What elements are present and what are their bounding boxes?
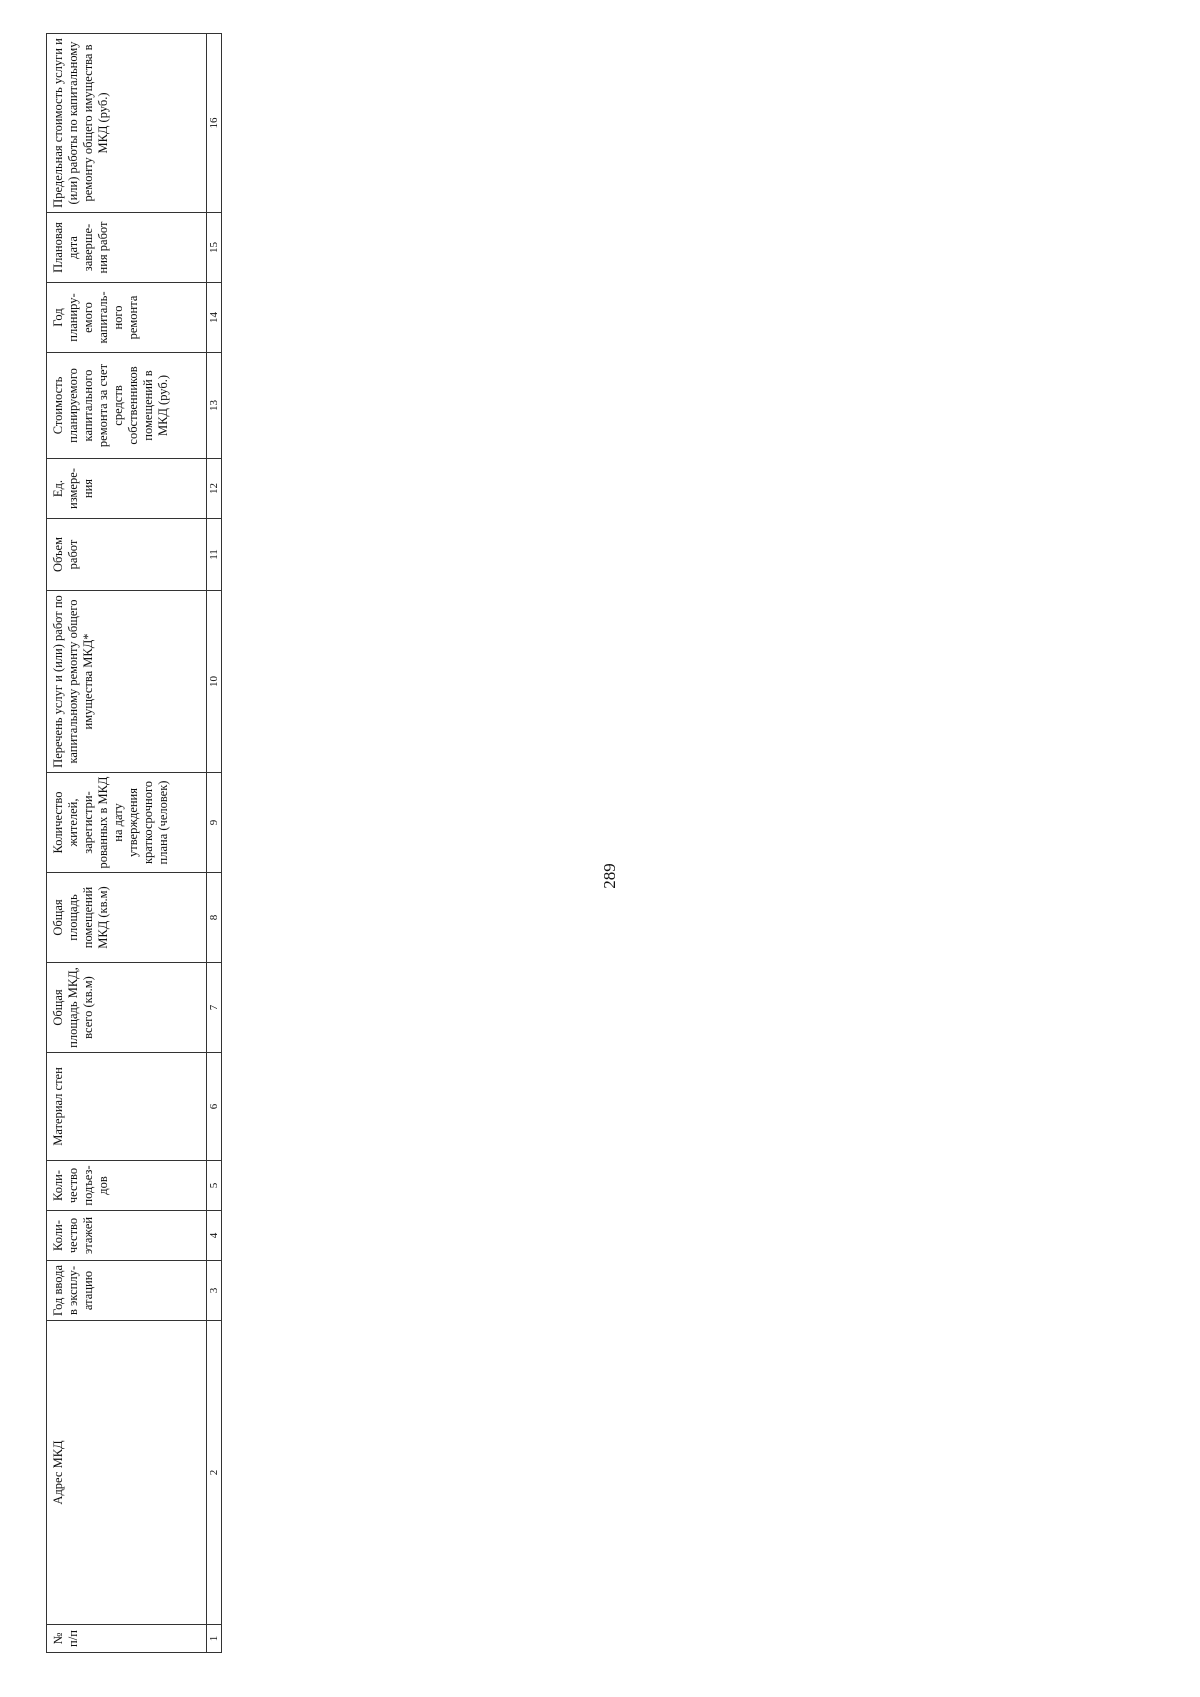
column-number-cell: 12 bbox=[207, 459, 222, 519]
header-cell-row-number: № п/п bbox=[46, 1625, 207, 1653]
header-cell-commission-year: Год ввода в эксплу-атацию bbox=[46, 1261, 207, 1321]
column-number-cell: 2 bbox=[207, 1321, 222, 1625]
column-number-cell: 9 bbox=[207, 773, 222, 873]
header-cell-volume: Объем работ bbox=[46, 519, 207, 591]
header-cell-unit: Ед. измере-ния bbox=[46, 459, 207, 519]
column-number-cell: 13 bbox=[207, 353, 222, 459]
column-number-cell: 14 bbox=[207, 283, 222, 353]
header-cell-total-area: Общая площадь МКД, всего (кв.м) bbox=[46, 963, 207, 1053]
page-number: 289 bbox=[600, 863, 619, 889]
column-number-cell: 1 bbox=[207, 1625, 222, 1653]
header-cell-max-cost: Предельная стоимость услуги и (или) работы по капитальному ремонту общего имущества в МКД (руб.) bbox=[46, 33, 207, 213]
column-number-cell: 7 bbox=[207, 963, 222, 1053]
header-cell-premises-area: Общая площадь помещений МКД (кв.м) bbox=[46, 873, 207, 963]
header-cell-wall-material: Материал стен bbox=[46, 1053, 207, 1161]
header-cell-repair-year: Год планиру-емого капиталь-ного ремонта bbox=[46, 283, 207, 353]
column-number-cell: 6 bbox=[207, 1053, 222, 1161]
column-number-cell: 11 bbox=[207, 519, 222, 591]
header-cell-works-list: Перечень услуг и (или) работ по капитальному ремонту общего имущества МКД* bbox=[46, 591, 207, 773]
header-cell-address: Адрес МКД bbox=[46, 1321, 207, 1625]
column-number-cell: 10 bbox=[207, 591, 222, 773]
header-cell-residents: Количество жителей, зарегистри-рованных в МКД на дату утверждения краткосрочного плана (человек) bbox=[46, 773, 207, 873]
column-number-cell: 4 bbox=[207, 1211, 222, 1261]
works-table bbox=[46, 33, 1158, 1653]
header-cell-completion-date: Плановая дата заверше-ния работ bbox=[46, 213, 207, 283]
header-cell-floors: Коли-чество этажей bbox=[46, 1211, 207, 1261]
header-cell-cost: Стоимость планируемого капитального ремонта за счет средств собственников помещений в МКД (руб.) bbox=[46, 353, 207, 459]
table-body bbox=[222, 33, 1158, 1653]
column-number-cell: 8 bbox=[207, 873, 222, 963]
column-number-cell: 15 bbox=[207, 213, 222, 283]
column-number-cell: 16 bbox=[207, 33, 222, 213]
column-number-cell: 3 bbox=[207, 1261, 222, 1321]
column-number-cell: 5 bbox=[207, 1161, 222, 1211]
header-cell-entrances: Коли-чество подъез-дов bbox=[46, 1161, 207, 1211]
